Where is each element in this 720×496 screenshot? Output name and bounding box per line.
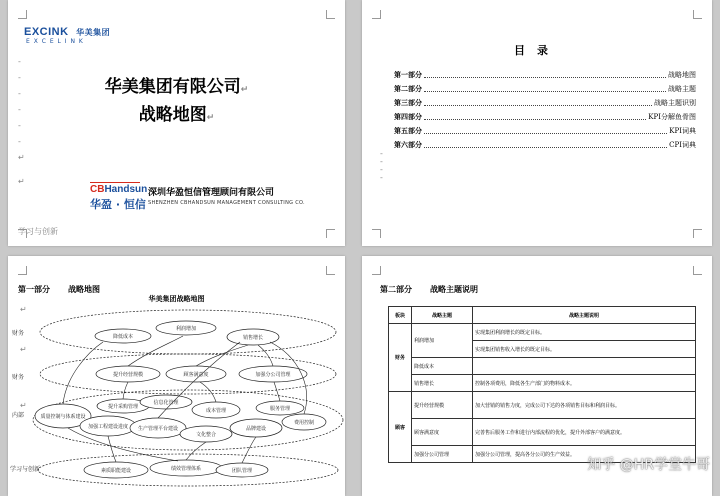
excelink-logo: EXCINK 华美集团 [24, 26, 111, 38]
map-node-label: 降低成本 [112, 334, 134, 340]
crop-mark [693, 10, 702, 19]
toc-leader [424, 105, 652, 106]
crop-mark [372, 229, 381, 238]
map-node-label: 绩效管理体系 [170, 466, 202, 472]
strategic-themes-table [388, 306, 696, 463]
logo-rule [90, 182, 140, 183]
map-node-label: 销售增长 [242, 335, 264, 341]
table-cell-group: 财务 [389, 324, 412, 392]
map-node-label: 素质职能建设 [100, 468, 132, 474]
crop-mark [326, 10, 335, 19]
toc-entry-title: KPI分解鱼骨图 [648, 113, 696, 121]
toc-leader [424, 147, 667, 148]
map-node-label: 成本管理 [205, 408, 227, 414]
crop-mark [693, 266, 702, 275]
toc-entry-label: 第一部分 [394, 70, 422, 79]
paragraph-mark: - - - - [380, 149, 383, 182]
table-header: 战略主题说明 [473, 307, 696, 324]
table-header: 战略主题 [412, 307, 473, 324]
map-node-label: 团队管理 [231, 468, 253, 474]
table-cell-theme: 加强分公司管理 [412, 446, 473, 463]
paragraph-mark: 学习与创新 [18, 227, 58, 236]
toc-leader [424, 91, 666, 92]
crop-mark [372, 266, 381, 275]
table-row [389, 392, 696, 419]
toc-leader [424, 119, 646, 120]
toc-entry[interactable] [394, 98, 696, 108]
toc-entry-label: 第二部分 [394, 84, 422, 93]
table-cell-theme: 利润增加 [412, 324, 473, 358]
table-cell-desc: 实现集团利润增长的既定目标。 [473, 324, 696, 341]
table-cell-desc: 控制各项费用，降低各生产部门的物料成本。 [473, 375, 696, 392]
table-cell-theme: 提升经营规模 [412, 392, 473, 419]
map-node-label: 提升采购管理 [107, 404, 139, 410]
document-title: 华美集团有限公司↵ [104, 77, 249, 97]
cover-page [8, 0, 345, 246]
crop-mark [326, 229, 335, 238]
section-label: 第一部分 [18, 284, 50, 294]
logo-tagline: E X C E L I N K [26, 38, 84, 45]
toc-entry[interactable] [394, 84, 696, 94]
toc-entry-label: 第五部分 [394, 126, 422, 135]
map-node-label: 信息化管理 [153, 400, 179, 406]
map-node-label: 质量控制与体系建设 [40, 414, 86, 420]
table-cell-theme: 销售增长 [412, 375, 473, 392]
toc-entry-title: CPI词典 [669, 141, 696, 149]
map-node-label: 文化整合 [195, 432, 217, 438]
toc-leader [424, 77, 666, 78]
map-title: 华美集团战略地图 [148, 295, 205, 303]
map-node-label: 品牌建设 [245, 426, 267, 432]
table-cell-theme: 顾客满意度 [412, 419, 473, 446]
cbhandsun-logo: CBHandsun [90, 184, 148, 195]
table-cell-desc [473, 358, 696, 375]
table-row [389, 324, 696, 341]
table-cell-desc: 实现集团销售收入增长的既定目标。 [473, 341, 696, 358]
section-label: 第二部分 [380, 284, 412, 294]
table-header-row [389, 307, 696, 324]
map-node-label: 服务管理 [269, 406, 291, 412]
table-cell-desc: 加大营销的销售力度，完成公司下达的各项销售目标和利润目标。 [473, 392, 696, 419]
map-node-label: 利润增加 [175, 326, 197, 332]
section-title: 战略地图 [68, 284, 100, 294]
map-node-label: 加强分公司管理 [255, 372, 291, 378]
perspective-label: 财务 [12, 374, 25, 381]
table-row [389, 419, 696, 446]
table-cell-theme: 降低成本 [412, 358, 473, 375]
cbhandsun-logo-cn: 华盈 · 恒信 [90, 198, 146, 211]
crop-mark [693, 229, 702, 238]
toc-entry-title: KPI词典 [669, 127, 696, 135]
toc-title: 目录 [514, 44, 560, 57]
toc-entry[interactable] [394, 140, 696, 150]
toc-entry[interactable] [394, 126, 696, 136]
table-cell-group: 顾客 [389, 392, 412, 463]
table-row [389, 358, 696, 375]
strategy-map-page [8, 256, 345, 496]
toc-entry-title: 战略主题 [668, 85, 696, 93]
map-node-label: 费用控制 [293, 420, 315, 426]
toc-entry[interactable] [394, 70, 696, 80]
toc-entry-label: 第六部分 [394, 140, 422, 149]
crop-mark [372, 10, 381, 19]
zhihu-watermark: 知乎 @HR学堂牛哥 [587, 457, 710, 473]
toc-page [362, 0, 712, 246]
toc-leader [424, 133, 667, 134]
map-node-label: 生产管理平台建设 [137, 426, 179, 432]
toc-entry-label: 第三部分 [394, 98, 422, 107]
crop-mark [18, 10, 27, 19]
map-node-label: 顾客满意度 [183, 372, 209, 378]
document-subtitle: 战略地图↵ [138, 105, 215, 125]
toc-entry-label: 第四部分 [394, 112, 422, 121]
paragraph-mark: - - - - - - ↵ ↵ [18, 57, 25, 186]
consulting-company-name: 深圳华盈恒信管理顾问有限公司 [148, 188, 275, 198]
consulting-company-name-en: SHENZHEN CBHANDSUN MANAGEMENT CONSULTING CO. [148, 200, 305, 206]
table-row [389, 375, 696, 392]
toc-entry-title: 战略地图 [668, 71, 696, 79]
table-header: 板块 [389, 307, 412, 324]
table-cell-desc: 加强分公司管理，提高各分公司的生产效益。 [473, 446, 696, 463]
perspective-label: 内部 [12, 412, 25, 419]
toc-entry-title: 战略主题识别 [654, 99, 696, 107]
perspective-label: 财务 [12, 330, 25, 337]
perspective-label: 学习与创新 [10, 466, 41, 473]
paragraph-mark: ↵ ↵ ↵ [20, 305, 27, 410]
toc-entry[interactable] [394, 112, 696, 122]
table-cell-desc: 完善售后服务工作和进行内部流程的优化，提升外部客户的满意度。 [473, 419, 696, 446]
section-title: 战略主题说明 [430, 284, 478, 294]
map-node-label: 提升经营规模 [112, 372, 144, 378]
strategy-map-diagram [8, 256, 345, 496]
map-node-label: 加强工程建设进度 [87, 424, 129, 430]
